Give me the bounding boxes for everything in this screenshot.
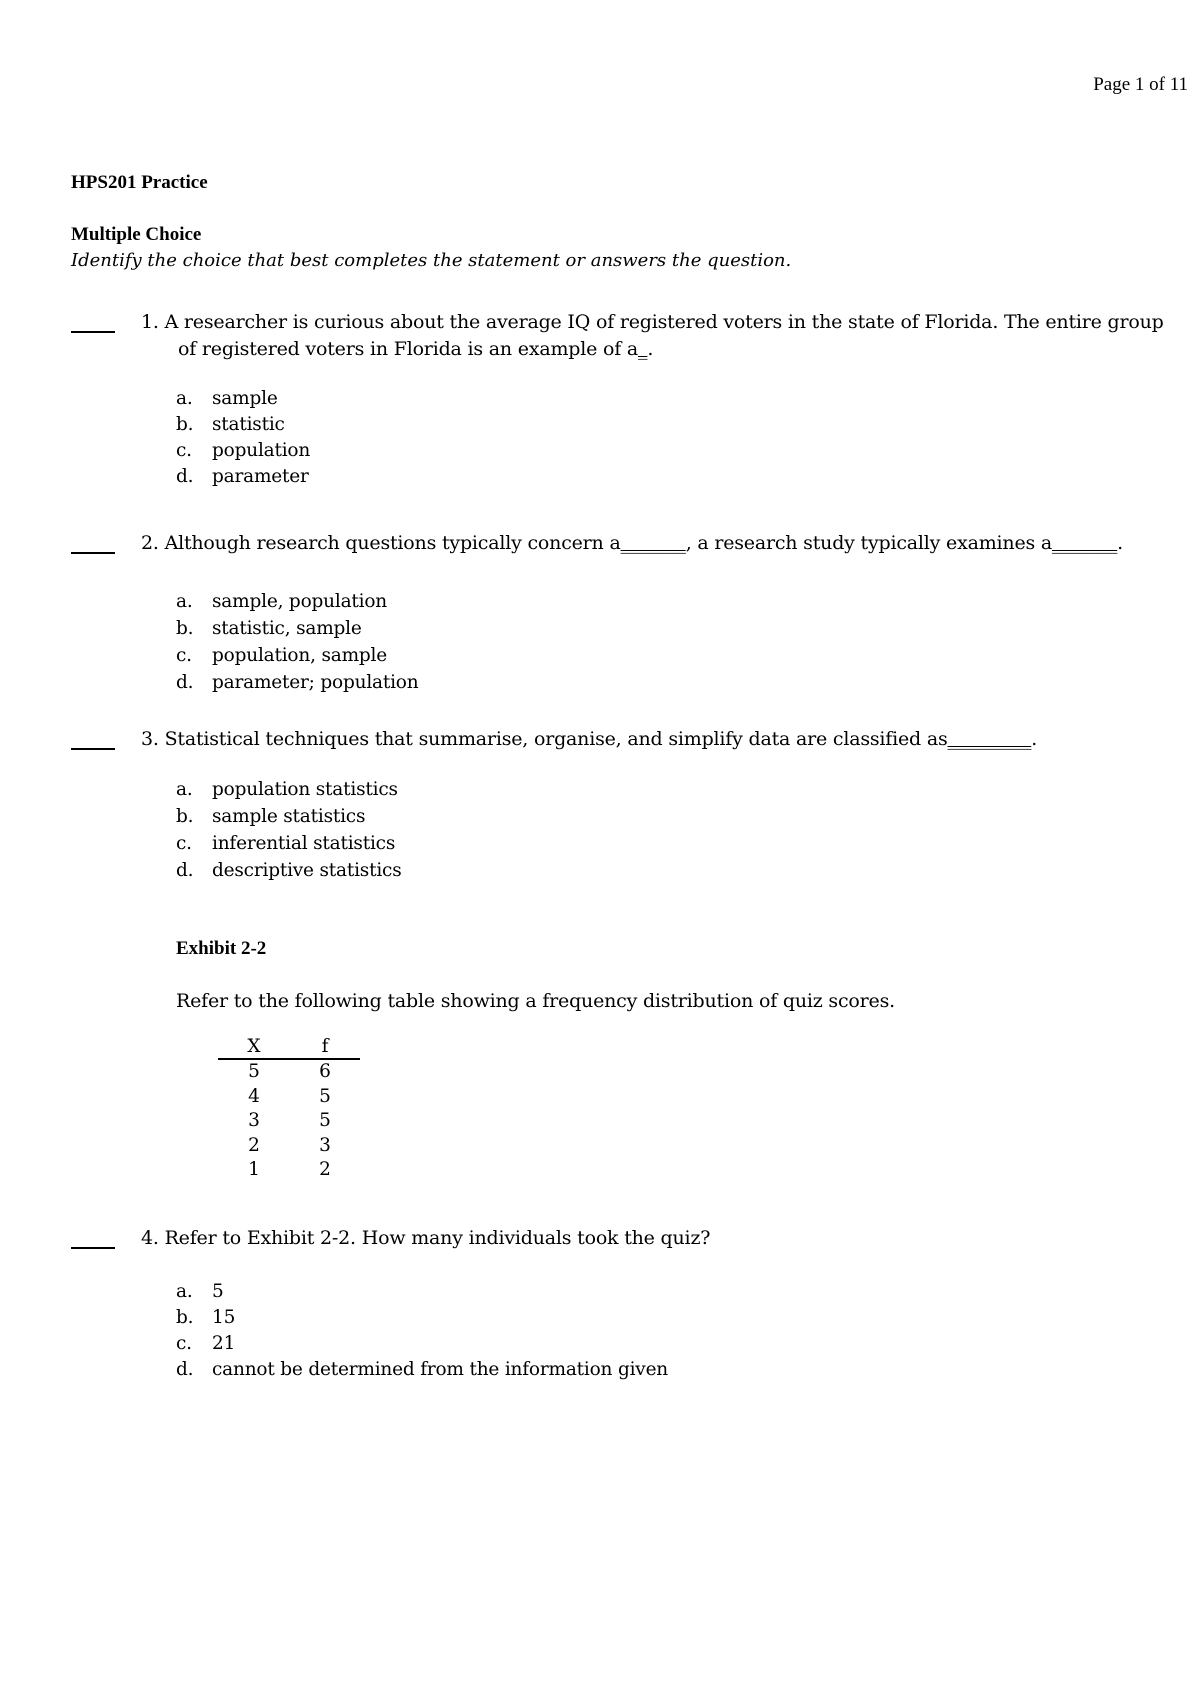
option-text: statistic	[212, 414, 285, 435]
question-1-text: of registered voters in Florida is an example of a	[178, 338, 639, 360]
question-2-blank-1: _______	[620, 532, 686, 554]
option-letter: d.	[176, 860, 194, 881]
option-text: statistic, sample	[212, 618, 362, 639]
frequency-table	[218, 1036, 360, 1183]
option-text: cannot be determined from the information given	[212, 1359, 669, 1380]
question-2-post: .	[1117, 532, 1123, 554]
question-3-option-b[interactable]	[176, 806, 365, 827]
option-letter: c.	[176, 833, 192, 854]
cell-x: 4	[248, 1085, 260, 1107]
option-text: sample	[212, 388, 278, 409]
option-letter: d.	[176, 1359, 194, 1380]
question-4-text: 4. Refer to Exhibit 2-2. How many individuals took the quiz?	[141, 1227, 711, 1249]
question-4-option-b[interactable]	[176, 1307, 235, 1328]
exhibit-title: Exhibit 2-2	[176, 938, 267, 959]
option-text: 21	[212, 1333, 236, 1354]
question-2-blank-2: _______	[1052, 532, 1118, 554]
option-text: parameter; population	[212, 672, 419, 693]
question-2-pre: 2. Although research questions typically concern a	[141, 532, 621, 554]
question-1-line-1: 1. A researcher is curious about the average IQ of registered voters in the state of Florida. The entire group	[141, 311, 1164, 333]
question-3-option-d[interactable]	[176, 860, 402, 881]
question-1-option-d[interactable]	[176, 466, 309, 487]
instructions: Identify the choice that best completes the statement or answers the question.	[71, 250, 792, 271]
question-3-text	[141, 726, 1037, 753]
column-header-f: f	[290, 1036, 360, 1059]
option-letter: c.	[176, 645, 192, 666]
column-header-x: X	[218, 1036, 290, 1059]
table-row	[218, 1109, 360, 1134]
option-letter: a.	[176, 388, 193, 409]
answer-blank-q4[interactable]	[71, 1247, 115, 1249]
option-text: sample statistics	[212, 806, 366, 827]
question-1-punct: .	[647, 338, 654, 360]
section-heading: Multiple Choice	[71, 224, 202, 245]
cell-f: 3	[319, 1134, 331, 1156]
question-4-option-c[interactable]	[176, 1333, 235, 1354]
answer-blank-q1[interactable]	[71, 331, 115, 333]
table-row	[218, 1059, 360, 1085]
question-2-text	[141, 530, 1123, 557]
option-text: 15	[212, 1307, 236, 1328]
option-text: parameter	[212, 466, 309, 487]
cell-f: 6	[319, 1061, 331, 1082]
table-row	[218, 1085, 360, 1110]
option-text: population statistics	[212, 779, 398, 800]
option-letter: b.	[176, 618, 194, 639]
table-row	[218, 1158, 360, 1183]
cell-f: 5	[319, 1085, 331, 1107]
option-letter: b.	[176, 1307, 194, 1328]
option-letter: d.	[176, 672, 194, 693]
cell-f: 5	[319, 1110, 331, 1131]
option-text: population, sample	[212, 645, 388, 666]
option-text: 5	[212, 1281, 224, 1302]
option-letter: b.	[176, 806, 194, 827]
question-2-option-c[interactable]	[176, 645, 387, 666]
table-row	[218, 1134, 360, 1159]
question-2-option-b[interactable]	[176, 618, 362, 639]
question-3-pre: 3. Statistical techniques that summarise, organise, and simplify data are classified as	[141, 728, 948, 750]
option-letter: a.	[176, 1281, 193, 1302]
answer-blank-q2[interactable]	[71, 552, 115, 554]
question-1-line-2	[178, 336, 653, 363]
option-text: population	[212, 440, 311, 461]
option-letter: d.	[176, 466, 194, 487]
question-4-option-d[interactable]	[176, 1359, 668, 1380]
page-title: HPS201 Practice	[71, 172, 208, 193]
answer-blank-q3[interactable]	[71, 748, 115, 750]
cell-x: 3	[248, 1110, 260, 1131]
question-3-blank: _________	[947, 728, 1032, 750]
table-header-row	[218, 1036, 360, 1059]
option-letter: a.	[176, 779, 193, 800]
option-letter: c.	[176, 440, 192, 461]
option-letter: a.	[176, 591, 193, 612]
question-1-blank: _	[638, 338, 648, 360]
question-4-option-a[interactable]	[176, 1281, 224, 1302]
question-3-option-c[interactable]	[176, 833, 395, 854]
option-text: descriptive statistics	[212, 860, 402, 881]
exhibit-description: Refer to the following table showing a frequency distribution of quiz scores.	[176, 990, 895, 1012]
question-1-option-a[interactable]	[176, 388, 278, 409]
option-letter: b.	[176, 414, 194, 435]
question-2-mid: , a research study typically examines a	[685, 532, 1053, 554]
option-text: sample, population	[212, 591, 388, 612]
question-1-option-c[interactable]	[176, 440, 310, 461]
option-letter: c.	[176, 1333, 192, 1354]
cell-x: 2	[248, 1134, 260, 1156]
question-1-option-b[interactable]	[176, 414, 285, 435]
option-text: inferential statistics	[212, 833, 396, 854]
question-3-option-a[interactable]	[176, 779, 398, 800]
question-3-post: .	[1031, 728, 1038, 750]
cell-x: 5	[248, 1061, 260, 1082]
cell-f: 2	[319, 1159, 331, 1180]
cell-x: 1	[248, 1159, 260, 1180]
question-2-option-d[interactable]	[176, 672, 418, 693]
page-number: Page 1 of 11	[1093, 74, 1188, 95]
question-2-option-a[interactable]	[176, 591, 387, 612]
